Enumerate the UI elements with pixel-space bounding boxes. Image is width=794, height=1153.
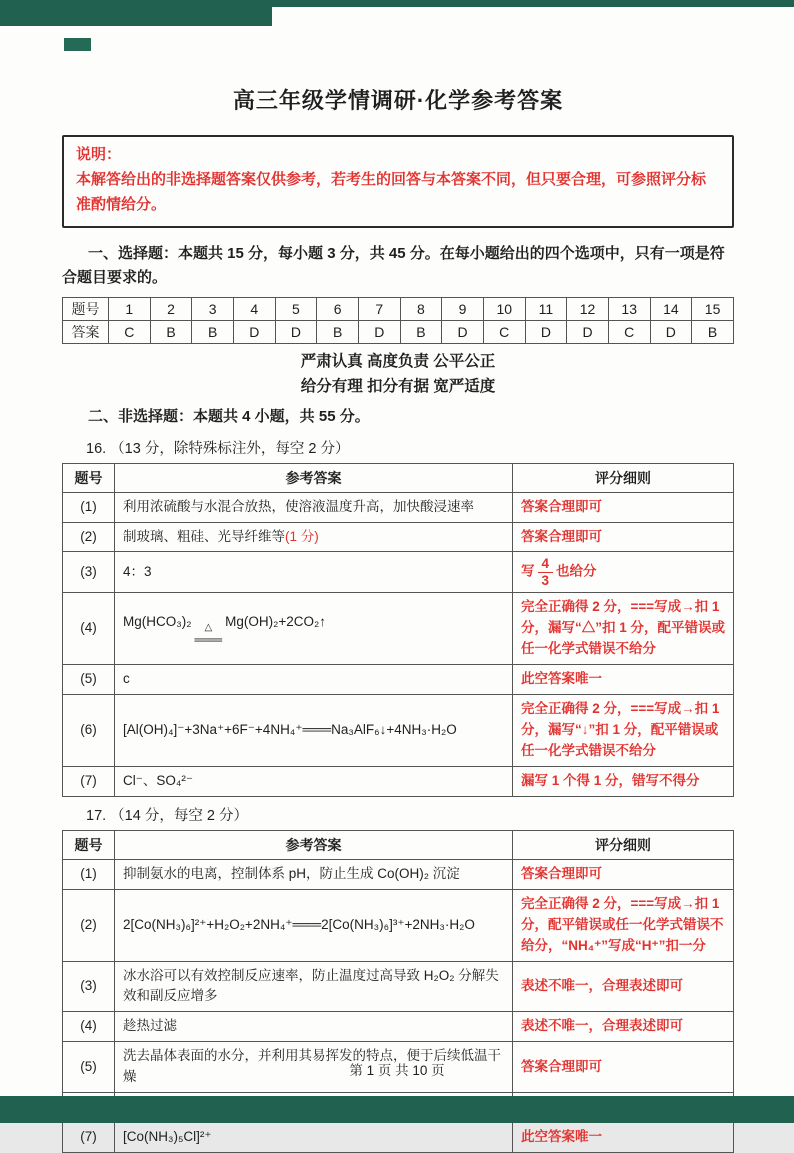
- choice-number-cell: 14: [650, 297, 692, 320]
- equation-rhs: Mg(OH)₂+2CO₂↑: [225, 613, 326, 629]
- row-answer: 洗去晶体表面的水分，并利用其易挥发的特点，便于后续低温干燥: [115, 1042, 513, 1093]
- choice-number-label: 题号: [63, 297, 109, 320]
- choice-number-cell: 6: [317, 297, 359, 320]
- choice-number-cell: 3: [192, 297, 234, 320]
- q17-row-1: [63, 859, 734, 889]
- fraction-denominator: 3: [541, 572, 550, 588]
- choice-answer-cell: C: [483, 320, 525, 343]
- choice-answer-cell: D: [525, 320, 567, 343]
- scan-edge-top-left: [0, 0, 272, 26]
- fraction: [538, 556, 554, 588]
- row-number: (5): [63, 1042, 115, 1093]
- choice-answer-label: 答案: [63, 320, 109, 343]
- equation-lhs: Mg(HCO₃)₂: [123, 613, 192, 629]
- choice-number-cell: 8: [400, 297, 442, 320]
- choice-number-cell: 9: [442, 297, 484, 320]
- row-rule: 答案合理即可: [513, 522, 734, 552]
- choice-answer-row: [63, 320, 734, 343]
- choice-answer-cell: B: [317, 320, 359, 343]
- choice-number-cell: 15: [692, 297, 734, 320]
- note-body: 本解答给出的非选择题答案仅供参考，若考生的回答与本答案不同，但只要合理，可参照评分标准酌情给分。: [76, 170, 707, 213]
- q16-col-no: 题号: [63, 463, 115, 492]
- double-equals: ═══: [194, 631, 223, 647]
- q17-row-3: [63, 961, 734, 1012]
- row-rule: 完全正确得 2 分，===写成→扣 1 分，漏写“△”扣 1 分，配平错误或任一化学式错误不给分: [513, 593, 734, 665]
- choice-number-cell: 13: [608, 297, 650, 320]
- q17-row-4: [63, 1012, 734, 1042]
- q16-row-1: [63, 492, 734, 522]
- row-number: (2): [63, 889, 115, 961]
- row-rule: 答案合理即可: [513, 859, 734, 889]
- choice-number-row: [63, 297, 734, 320]
- row-number: (7): [63, 1123, 115, 1153]
- choice-answer-cell: C: [608, 320, 650, 343]
- row-rule: [513, 552, 734, 593]
- motto-line-2: 给分有理 扣分有据 宽严适度: [300, 377, 496, 395]
- choice-answer-cell: B: [400, 320, 442, 343]
- row-answer: 抑制氨水的电离，控制体系 pH，防止生成 Co(OH)₂ 沉淀: [115, 859, 513, 889]
- choice-answer-cell: D: [275, 320, 317, 343]
- scan-edge-bottom: [0, 1096, 794, 1123]
- q16-col-answer: 参考答案: [115, 463, 513, 492]
- q16-row-4: [63, 593, 734, 665]
- row-number: (3): [63, 552, 115, 593]
- choice-answer-cell: D: [650, 320, 692, 343]
- row-answer: 冰水浴可以有效控制反应速率，防止温度过高导致 H₂O₂ 分解失效和副反应增多: [115, 961, 513, 1012]
- answer-text: 制玻璃、粗硅、光导纤维等: [123, 528, 285, 544]
- choice-answer-cell: D: [233, 320, 275, 343]
- row-answer: [Al(OH)₄]⁻+3Na⁺+6F⁻+4NH₄⁺═══Na₃AlF₆↓+4NH₃·H₂O: [115, 695, 513, 767]
- choice-number-cell: 11: [525, 297, 567, 320]
- row-number: (1): [63, 492, 115, 522]
- row-number: (4): [63, 593, 115, 665]
- q16-caption: 16. （13 分，除特殊标注外，每空 2 分）: [86, 440, 350, 457]
- row-answer: c: [115, 665, 513, 695]
- delta-condition: △: [204, 621, 213, 633]
- row-rule: 漏写 1 个得 1 分，错写不得分: [513, 766, 734, 796]
- row-answer: [115, 522, 513, 552]
- row-rule: 答案合理即可: [513, 1042, 734, 1093]
- q16-answer-table: [62, 463, 734, 797]
- q17-caption: 17. （14 分，每空 2 分）: [86, 807, 248, 824]
- q17-col-answer: 参考答案: [115, 830, 513, 859]
- motto-line-1: 严肃认真 高度负责 公平公正: [300, 352, 496, 370]
- rule-text-prefix: 写: [521, 564, 535, 580]
- section1-heading: 一、选择题：本题共 15 分，每小题 3 分，共 45 分。在每小题给出的四个选项中，只有一项是符合题目要求的。: [62, 245, 725, 286]
- row-rule: 答案合理即可: [513, 492, 734, 522]
- row-answer: Cl⁻、SO₄²⁻: [115, 766, 513, 796]
- row-rule: 表述不唯一，合理表述即可: [513, 1012, 734, 1042]
- row-answer-equation: [115, 593, 513, 665]
- answer-score-note: (1 分): [285, 528, 319, 544]
- choice-answer-cell: D: [567, 320, 609, 343]
- choice-number-cell: 5: [275, 297, 317, 320]
- q16-row-3: [63, 552, 734, 593]
- grading-motto: [62, 350, 734, 400]
- row-number: (6): [63, 695, 115, 767]
- row-number: (3): [63, 961, 115, 1012]
- choice-answer-cell: B: [150, 320, 192, 343]
- row-answer-equation: 2[Co(NH₃)₆]²⁺+H₂O₂+2NH₄⁺═══2[Co(NH₃)₆]³⁺+2NH₃·H₂O: [115, 889, 513, 961]
- row-answer: [Co(NH₃)₅Cl]²⁺: [115, 1123, 513, 1153]
- row-rule: 完全正确得 2 分，===写成→扣 1 分，漏写“↓”扣 1 分，配平错误或任一化学式错误不给分: [513, 695, 734, 767]
- section2-heading: 二、非选择题：本题共 4 小题，共 55 分。: [88, 408, 370, 426]
- row-rule: 此空答案唯一: [513, 1123, 734, 1153]
- q16-row-7: [63, 766, 734, 796]
- row-number: (7): [63, 766, 115, 796]
- choice-answer-cell: B: [192, 320, 234, 343]
- multiple-choice-answer-table: [62, 297, 734, 344]
- row-number: (5): [63, 665, 115, 695]
- choice-answer-cell: D: [442, 320, 484, 343]
- note-label: 说明：: [76, 146, 122, 163]
- row-number: (4): [63, 1012, 115, 1042]
- grading-note-box: [62, 135, 734, 228]
- choice-answer-cell: D: [358, 320, 400, 343]
- q17-row-2: [63, 889, 734, 961]
- q16-row-6: [63, 695, 734, 767]
- equation-condition-sign: [194, 623, 222, 646]
- choice-number-cell: 7: [358, 297, 400, 320]
- q17-row-7: [63, 1123, 734, 1153]
- row-answer: 4：3: [115, 552, 513, 593]
- row-answer: 利用浓硫酸与水混合放热，使溶液温度升高，加快酸浸速率: [115, 492, 513, 522]
- q17-col-no: 题号: [63, 830, 115, 859]
- choice-number-cell: 2: [150, 297, 192, 320]
- scan-artifact: [64, 38, 91, 51]
- q17-col-rule: 评分细则: [513, 830, 734, 859]
- rule-text-suffix: 也给分: [556, 564, 597, 580]
- choice-answer-cell: C: [109, 320, 151, 343]
- page-number-footer: 第 1 页 共 10 页: [349, 1063, 445, 1078]
- choice-number-cell: 4: [233, 297, 275, 320]
- choice-number-cell: 12: [567, 297, 609, 320]
- choice-answer-cell: B: [692, 320, 734, 343]
- row-number: (1): [63, 859, 115, 889]
- row-rule: 完全正确得 2 分，===写成→扣 1 分，配平错误或任一化学式错误不给分，“NH₄⁺”写成“H⁺”扣一分: [513, 889, 734, 961]
- q16-col-rule: 评分细则: [513, 463, 734, 492]
- row-answer: 趁热过滤: [115, 1012, 513, 1042]
- q16-header-row: [63, 463, 734, 492]
- choice-number-cell: 10: [483, 297, 525, 320]
- row-rule: 此空答案唯一: [513, 665, 734, 695]
- q17-header-row: [63, 830, 734, 859]
- row-rule: 表述不唯一，合理表述即可: [513, 961, 734, 1012]
- q16-row-2: [63, 522, 734, 552]
- choice-number-cell: 1: [109, 297, 151, 320]
- row-number: (2): [63, 522, 115, 552]
- q16-row-5: [63, 665, 734, 695]
- fraction-numerator: 4: [538, 556, 554, 573]
- page-title: 高三年级学情调研·化学参考答案: [232, 88, 564, 113]
